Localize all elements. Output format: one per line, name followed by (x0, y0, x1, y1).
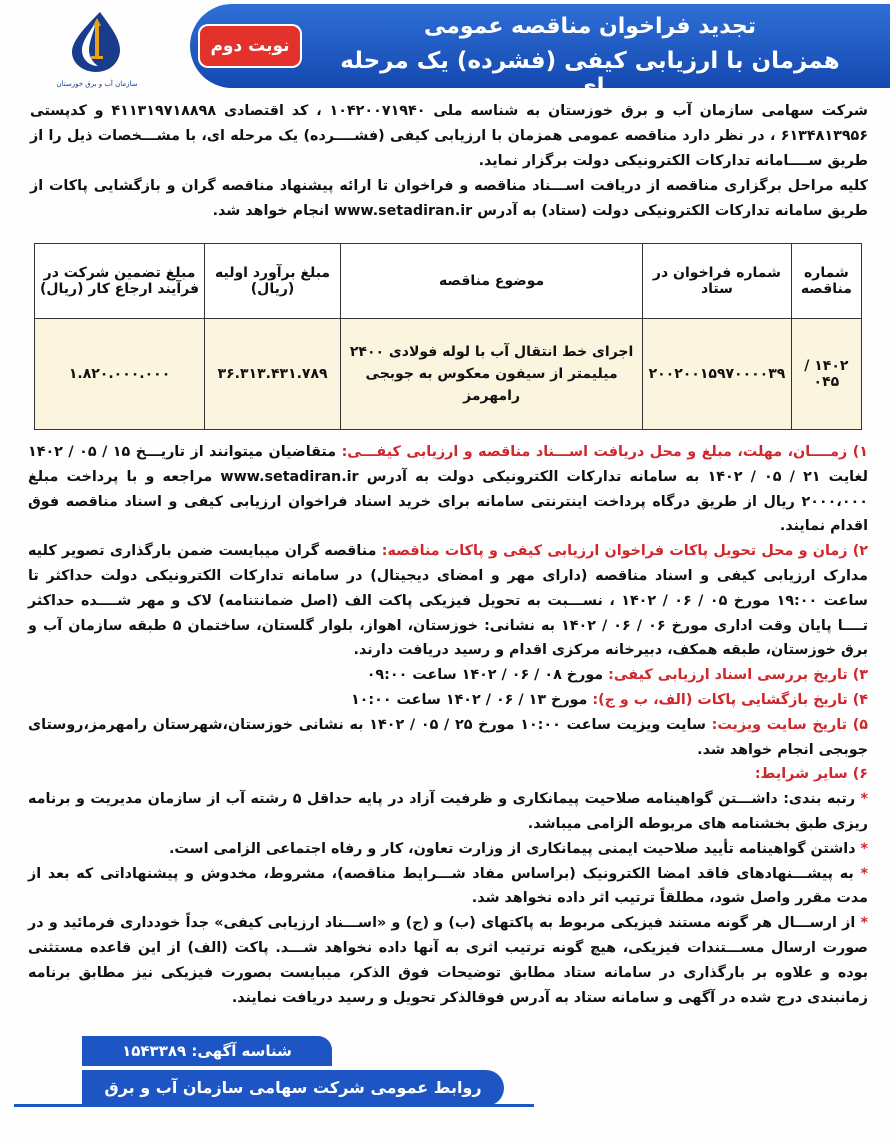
bullet-mark: * (860, 915, 868, 932)
cell-call-number: ۲۰۰۲۰۰۱۵۹۷۰۰۰۰۳۹ (643, 319, 792, 430)
conditions-sections (28, 440, 868, 1010)
cell-guarantee: ۱.۸۲۰.۰۰۰.۰۰۰ (35, 319, 205, 430)
section-2-heading: ۲) زمان و محل تحویل پاکات فراخوان ارزیابی کیفی و پاکات مناقصه: (381, 543, 868, 560)
bullet-mark: * (860, 840, 868, 857)
header-estimate: مبلغ برآورد اولیه (ریال) (205, 244, 341, 319)
condition-bullet-1 (28, 787, 868, 837)
section-5 (28, 713, 868, 763)
intro-paragraph-1: شرکت سهامی سازمان آب و برق خوزستان به شناسه ملی ۱۰۴۲۰۰۷۱۹۴۰ ، کد اقتصادی ۴۱۱۳۱۹۷۱۸۸۹۸ و کدپستی ۶۱۳۴۸۱۳۹۵۶ ، در نظر دارد مناقصه عمومی همزمان با ارزیابی کیفی (فشــــرده) یک مرحله ای، با مشـــخصات ذیل را از طریق ســــامانه تدارکات الکترونیکی دولت برگزار نماید. (30, 103, 868, 169)
section-2-text: مناقصه گران میبایست ضمن بارگذاری تصویر کلیه مدارک ارزیابی کیفی و اسناد مناقصه (دارای مهر و امضای دیجیتال) در سامانه تدارکات الکترونیکی دولت حداکثر تا ساعت ۱۹:۰۰ مورخ ۰۵ / ۰۶ / ۱۴۰۲ ، نســـبت به تحویل فیزیکی پاکت الف (اصل ضمانتنامه) لاک و مهر شــــده حداکثر تــــا پایان وقت اداری مورخ ۰۶ / ۰۶ / ۱۴۰۲ به نشانی: خوزستان، اهواز، بلوار گلستان، ساختمان ۵ طبقه سازمان آب و برق خوزستان، طبقه همکف، دبیرخانه مرکزی اقدام و رسید دریافت دارند. (28, 543, 868, 659)
bullet-3-text: به پیشـــنهادهای فاقد امضا الکترونیک (براساس مفاد شـــرایط مناقصه)، مشروط، مخدوش و پیشنهاداتی که بعد از مدت مقرر واصل شود، مطلقاً ترتیب اثر داده نخواهد شد. (28, 865, 868, 907)
intro-paragraph-2: کلیه مراحل برگزاری مناقصه از دریافت اســـناد مناقصه و فراخوان تا ارائه پیشنهاد مناقصه گران و بازگشایی پاکات از طریق سامانه تدارکات الکترونیکی دولت (ستاد) به آدرس www.setadiran.ir انجام خواهد شد. (30, 178, 868, 219)
subject-text: اجرای خط انتقال آب با لوله فولادی ۲۴۰۰ میلیمتر از سیفون معکوس به جوبجی رامهرمز (349, 344, 634, 404)
tender-table (34, 243, 862, 430)
condition-bullet-4 (28, 911, 868, 1010)
page-subtitle: همزمان با ارزیابی کیفی (فشرده) یک مرحله ای (340, 48, 840, 100)
section-6-heading: ۶) سایر شرایط: (754, 766, 868, 783)
water-drop-logo-icon (62, 8, 132, 74)
footer-divider (14, 1104, 534, 1107)
page-title: تجدید فراخوان مناقصه عمومی (423, 14, 757, 39)
section-1-heading: ۱) زمــــان، مهلت، مبلغ و محل دریافت اســـناد مناقصه و ارزیابی کیفـــی: (341, 444, 868, 460)
cell-tender-number: ۱۴۰۲ / ۰۴۵ (791, 319, 861, 430)
condition-bullet-3 (28, 862, 868, 912)
header-guarantee: مبلغ تضمین شرکت در فرآیند ارجاع کار (ریال) (35, 244, 205, 319)
table-header-row (35, 244, 862, 319)
section-6 (28, 762, 868, 787)
section-1 (28, 440, 868, 539)
section-3 (28, 663, 868, 688)
cell-subject (341, 319, 643, 430)
cell-estimate: ۳۶.۳۱۳.۴۳۱.۷۸۹ (205, 319, 341, 430)
condition-bullet-2 (28, 837, 868, 862)
section-1-text: متقاضیان میتوانند از تاریـــخ ۱۵ / ۰۵ / ۱۴۰۲ لغایت ۲۱ / ۰۵ / ۱۴۰۲ به سامانه تدارکات الکترونیکی دولت به آدرس www.setadiran.ir مراجعه و با پرداخت مبلغ ۲۰۰۰،۰۰۰ ریال از طریق درگاه پرداخت اینترنتی سامانه برای خرید اسناد فراخوان ارزیابی کیفی و اسناد مناقصه فوق اقدام نمایند. (28, 444, 868, 535)
bullet-mark: * (860, 865, 868, 882)
public-relations-label: روابط عمومی شرکت سهامی سازمان آب و برق خوزستان (82, 1070, 504, 1106)
section-3-text: مورخ ۰۸ / ۰۶ / ۱۴۰۲ ساعت ۰۹:۰۰ (366, 667, 609, 684)
section-4-text: مورخ ۱۳ / ۰۶ / ۱۴۰۲ ساعت ۱۰:۰۰ (350, 691, 593, 708)
section-4-heading: ۴) تاریخ بازگشایی پاکات (الف، ب و ج): (592, 691, 868, 708)
table-row (35, 319, 862, 430)
header-subject: موضوع مناقصه (341, 244, 643, 319)
section-5-text: سایت ویزیت ساعت ۱۰:۰۰ مورخ ۲۵ / ۰۵ / ۱۴۰۲ به نشانی خوزستان،شهرستان رامهرمز،روستای جوبجی انجام خواهد شد. (28, 716, 868, 758)
bullet-4-text: از ارســـال هر گونه مستند فیزیکی مربوط به پاکتهای (ب) و (ج) و «اســـناد ارزیابی کیفی» جداً خودداری فرمائید و در صورت ارسال مســـتندات فیزیکی، هیچ گونه ترتیب اثری به آنها داده نخواهد شـــد. پاکت (الف) از این قاعده مستثنی بوده و علاوه بر بارگذاری در سامانه ستاد مطابق توضیحات فوق الذکر، میبایست بصورت فیزیکی نیز مطابق برنامه زمانبندی درج شده در آگهی و سامانه ستاد به آدرس فوقالذکر تحویل و رسید دریافت نمایند. (28, 915, 868, 1006)
section-2 (28, 539, 868, 663)
logo-caption: سازمان آب و برق خوزستان (56, 80, 138, 88)
logo (52, 8, 142, 94)
header (0, 0, 894, 100)
section-5-heading: ۵) تاریخ سایت ویزیت: (711, 716, 869, 733)
round-badge: نوبت دوم (200, 26, 300, 66)
section-4 (28, 688, 868, 713)
bullet-mark: * (860, 791, 868, 808)
header-tender-number: شماره مناقصه (791, 244, 861, 319)
bullet-2-text: داشتن گواهینامه تأیید صلاحیت ایمنی پیمانکاری از وزارت تعاون، کار و رفاه اجتماعی الزامی است. (168, 840, 861, 857)
bullet-1-text: رتبه بندی: داشـــتن گواهینامه صلاحیت پیمانکاری و ظرفیت آزاد در پایه حداقل ۵ رشته آب از سازمان مدیریت و برنامه ریزی طبق بخشنامه های مربوطه الزامی میباشد. (28, 791, 868, 832)
ad-id-label: شناسه آگهی: ۱۵۴۳۳۸۹ (82, 1036, 332, 1066)
header-call-number: شماره فراخوان در ستاد (643, 244, 792, 319)
section-3-heading: ۳) تاریخ بررسی اسناد ارزیابی کیفی: (608, 667, 868, 684)
